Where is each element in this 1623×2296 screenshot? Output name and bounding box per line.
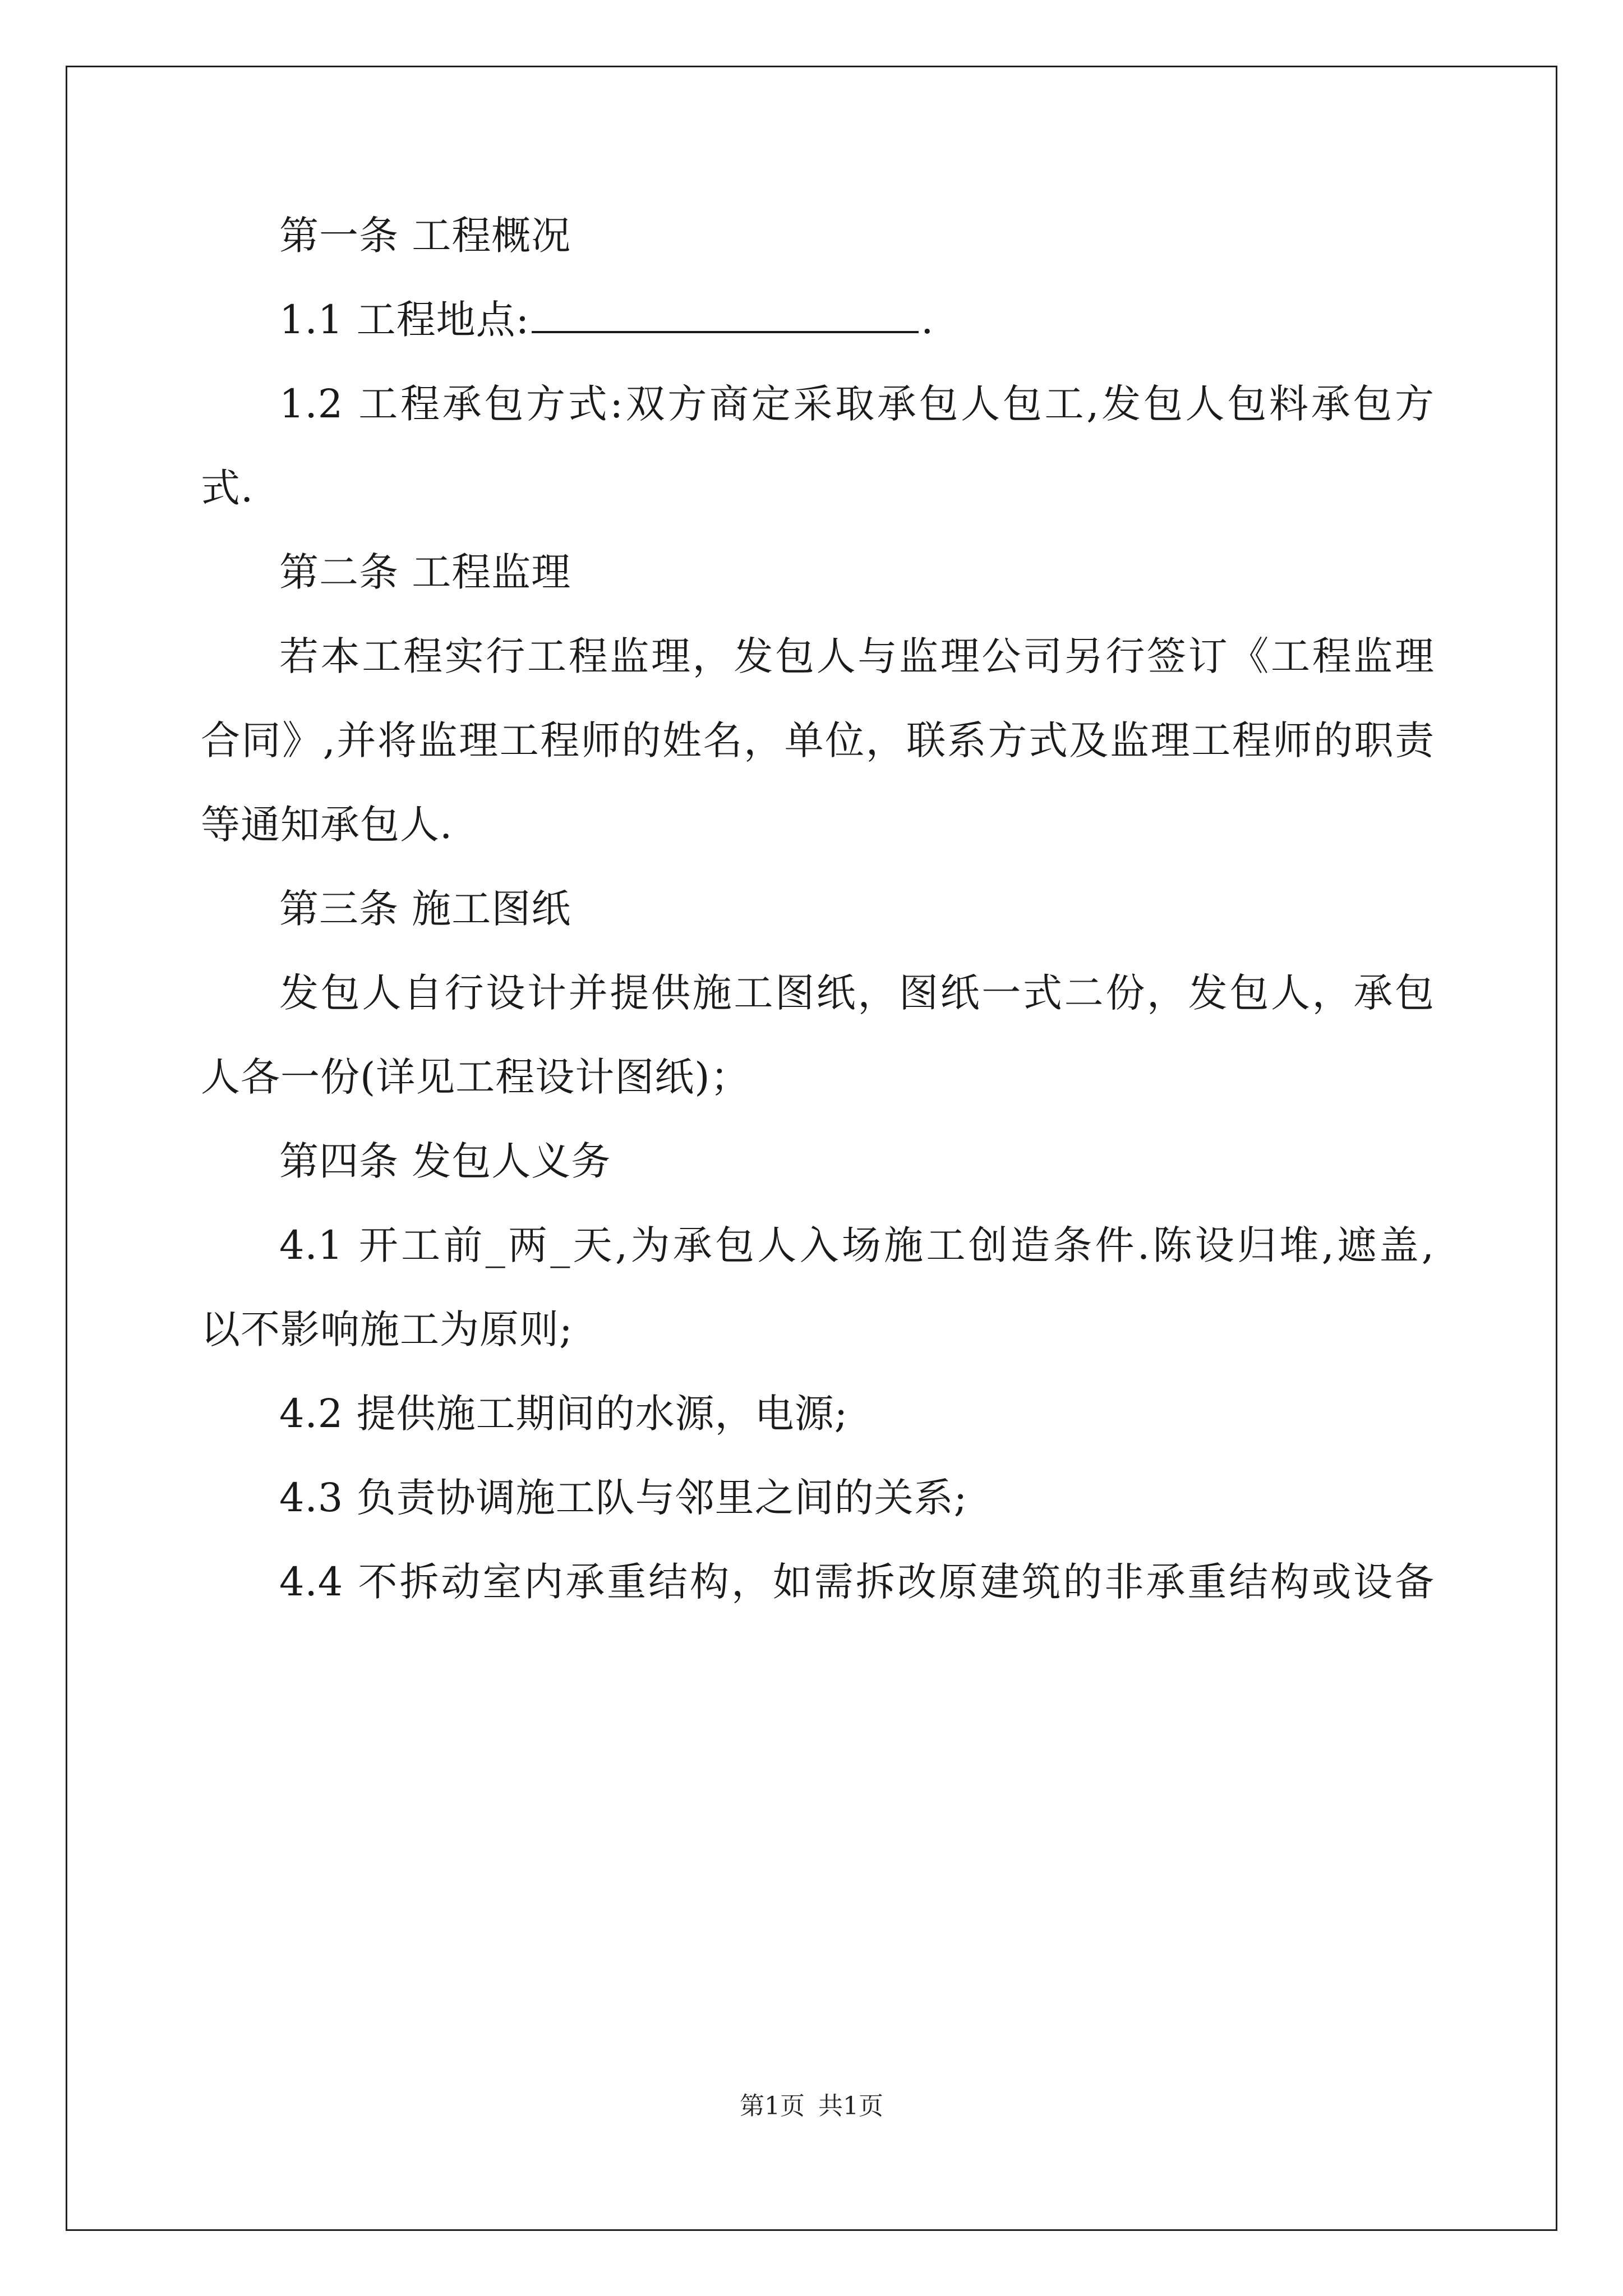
clause-1-2-cont: 式. (201, 465, 254, 511)
clause-4-3: 4.3 负责协调施工队与邻里之间的关系; (279, 1475, 968, 1521)
page-number: 第1页 (740, 2092, 805, 2120)
page-total: 共1页 (818, 2092, 883, 2120)
article-2-paragraph-line-1: 若本工程实行工程监理，发包人与监理公司另行签订《工程监理 (279, 633, 1435, 679)
clause-1-2: 1.2 工程承包方式:双方商定采取承包人包工,发包人包料承包方 (279, 381, 1435, 427)
clause-1-1 (279, 292, 934, 348)
page-footer (0, 2090, 1623, 2123)
article-3-paragraph-line-2: 人各一份(详见工程设计图纸)； (201, 1054, 750, 1100)
article-1-heading: 第一条 工程概况 (279, 213, 571, 259)
clause-4-1: 4.1 开工前_两_天,为承包人入场施工创造条件.陈设归堆,遮盖, (279, 1222, 1435, 1268)
clause-4-4: 4.4 不拆动室内承重结构，如需拆改原建筑的非承重结构或设备 (279, 1559, 1435, 1605)
clause-1-1-period: . (921, 297, 934, 343)
article-3-paragraph-line-1: 发包人自行设计并提供施工图纸，图纸一式二份，发包人，承包 (279, 970, 1435, 1016)
article-2-heading: 第二条 工程监理 (279, 549, 571, 595)
article-2-paragraph-line-2: 合同》,并将监理工程师的姓名，单位，联系方式及监理工程师的职责 (201, 717, 1435, 763)
article-3-heading: 第三条 施工图纸 (279, 886, 571, 932)
clause-4-1-cont: 以不影响施工为原则; (201, 1306, 573, 1352)
clause-4-2: 4.2 提供施工期间的水源，电源; (279, 1391, 849, 1437)
address-blank-line (532, 292, 919, 333)
article-2-paragraph-line-3: 等通知承包人. (201, 802, 453, 848)
article-4-heading: 第四条 发包人义务 (279, 1138, 611, 1184)
clause-1-1-text: 1.1 工程地点: (279, 297, 530, 343)
